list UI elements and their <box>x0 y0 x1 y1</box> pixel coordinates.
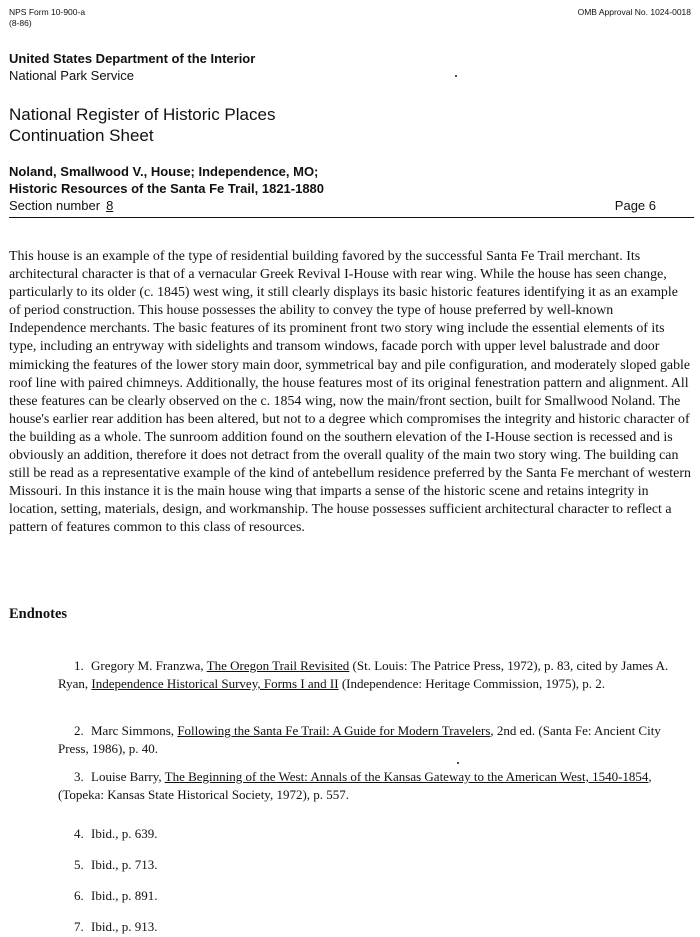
endnote-6 <box>58 887 157 905</box>
endnote-number: 2. <box>74 723 84 738</box>
endnote-5 <box>58 856 157 874</box>
stray-mark <box>457 762 459 764</box>
endnote-number: 7. <box>74 919 84 934</box>
header-rule <box>9 217 694 218</box>
section-label: Section number <box>9 198 101 213</box>
cited-title: Following the Santa Fe Trail: A Guide for Modern Travelers <box>177 723 491 738</box>
endnote-text: Gregory M. Franzwa, <box>91 658 207 673</box>
form-id <box>9 7 85 29</box>
cited-title: The Beginning of the West: Annals of the Kansas Gateway to the American West, 1540-1854 <box>164 769 649 784</box>
cited-title: The Oregon Trail Revisited <box>206 658 350 673</box>
endnotes-heading: Endnotes <box>9 606 68 622</box>
endnote-text: (St. Louis: The Patrice Press, 1972), p. 83, cited by James A. Ryan, <box>58 658 669 691</box>
section-number: 8 <box>106 198 114 213</box>
endnote-text: Ibid., p. 913. <box>91 919 158 934</box>
endnote-7 <box>58 918 157 936</box>
register-title <box>9 104 275 146</box>
form-date: (8-86) <box>9 18 32 28</box>
endnote-3 <box>58 768 688 804</box>
omb-approval: OMB Approval No. 1024-0018 <box>577 7 691 17</box>
endnote-number: 1. <box>74 658 84 673</box>
service-name: National Park Service <box>9 68 134 83</box>
endnote-number: 4. <box>74 826 84 841</box>
endnote-text: Marc Simmons, <box>91 723 178 738</box>
sheet-type: Continuation Sheet <box>9 126 154 145</box>
endnote-number: 3. <box>74 769 84 784</box>
endnote-text: Ibid., p. 639. <box>91 826 158 841</box>
statement-paragraph: This house is an example of the type of residential building favored by the successful Santa Fe Trail merchant. Its architectural character is that of a vernacular Greek Revival I-House with rear wing. While the house has seen change, particularly to its older (c. 1845) west wing, it still clearly displays its basic historic features identifying it as an example of period construction. This house possesses the ability to convey the type of house preferred by well-known Independence merchants. The basic features of its prominent front two story wing include the essential elements of its type, including an entryway with sidelights and transom windows, facade porch with upper level balustrade and door mimicking the features of the lower story main door, symmetrical bay and pile configuration, and moderately sloped gable roof line with paired chimneys. Additionally, the house features most of its original fenestration pattern and alignment. All these features can be clearly observed on the c. 1854 wing, now the main/front section, built for Smallwood Noland. The house's earlier rear addition has been altered, but not to a degree which compromises the integrity and historic character of the building as a whole. The sunroom addition found on the southern elevation of the I-House section is recessed and is obviously an addition, therefore it does not detract from the overall quality of the main two story wing. The building can still be read as a representative example of the kind of antebellum residence preferred by the Santa Fe merchant of western Missouri. In this instance it is the main house wing that imparts a sense of the historic scene and retains integrity in location, setting, materials, design, and workmanship. The house possesses sufficient architectural character to reflect a pattern of features common to this class of resources. <box>9 249 691 536</box>
form-number: NPS Form 10-900-a <box>9 7 86 17</box>
page-number: Page 6 <box>614 198 656 213</box>
endnote-text: Louise Barry, <box>91 769 165 784</box>
endnote-4 <box>58 825 157 843</box>
stray-mark <box>455 75 457 77</box>
endnote-text: , (Topeka: Kansas State Historical Society, 1972), p. 557. <box>58 769 652 802</box>
endnote-text: , 2nd ed. (Santa Fe: Ancient City Press, 1986), p. 40. <box>58 723 661 756</box>
endnote-text: (Independence: Heritage Commission, 1975), p. 2. <box>338 676 606 691</box>
endnote-2 <box>58 722 688 758</box>
endnote-text: Ibid., p. 713. <box>91 857 158 872</box>
property-name: Noland, Smallwood V., House; Independence, MO; <box>9 164 319 179</box>
multiple-property-name: Historic Resources of the Santa Fe Trail, 1821-1880 <box>9 181 325 196</box>
agency-block <box>9 50 255 84</box>
property-title <box>9 163 324 197</box>
register-name: National Register of Historic Places <box>9 105 276 124</box>
section-row <box>9 197 694 214</box>
department-name: United States Department of the Interior <box>9 51 256 66</box>
endnote-number: 5. <box>74 857 84 872</box>
cited-title: Independence Historical Survey, Forms I and II <box>91 676 339 691</box>
endnote-number: 6. <box>74 888 84 903</box>
endnote-text: Ibid., p. 891. <box>91 888 158 903</box>
endnote-1 <box>58 657 688 693</box>
